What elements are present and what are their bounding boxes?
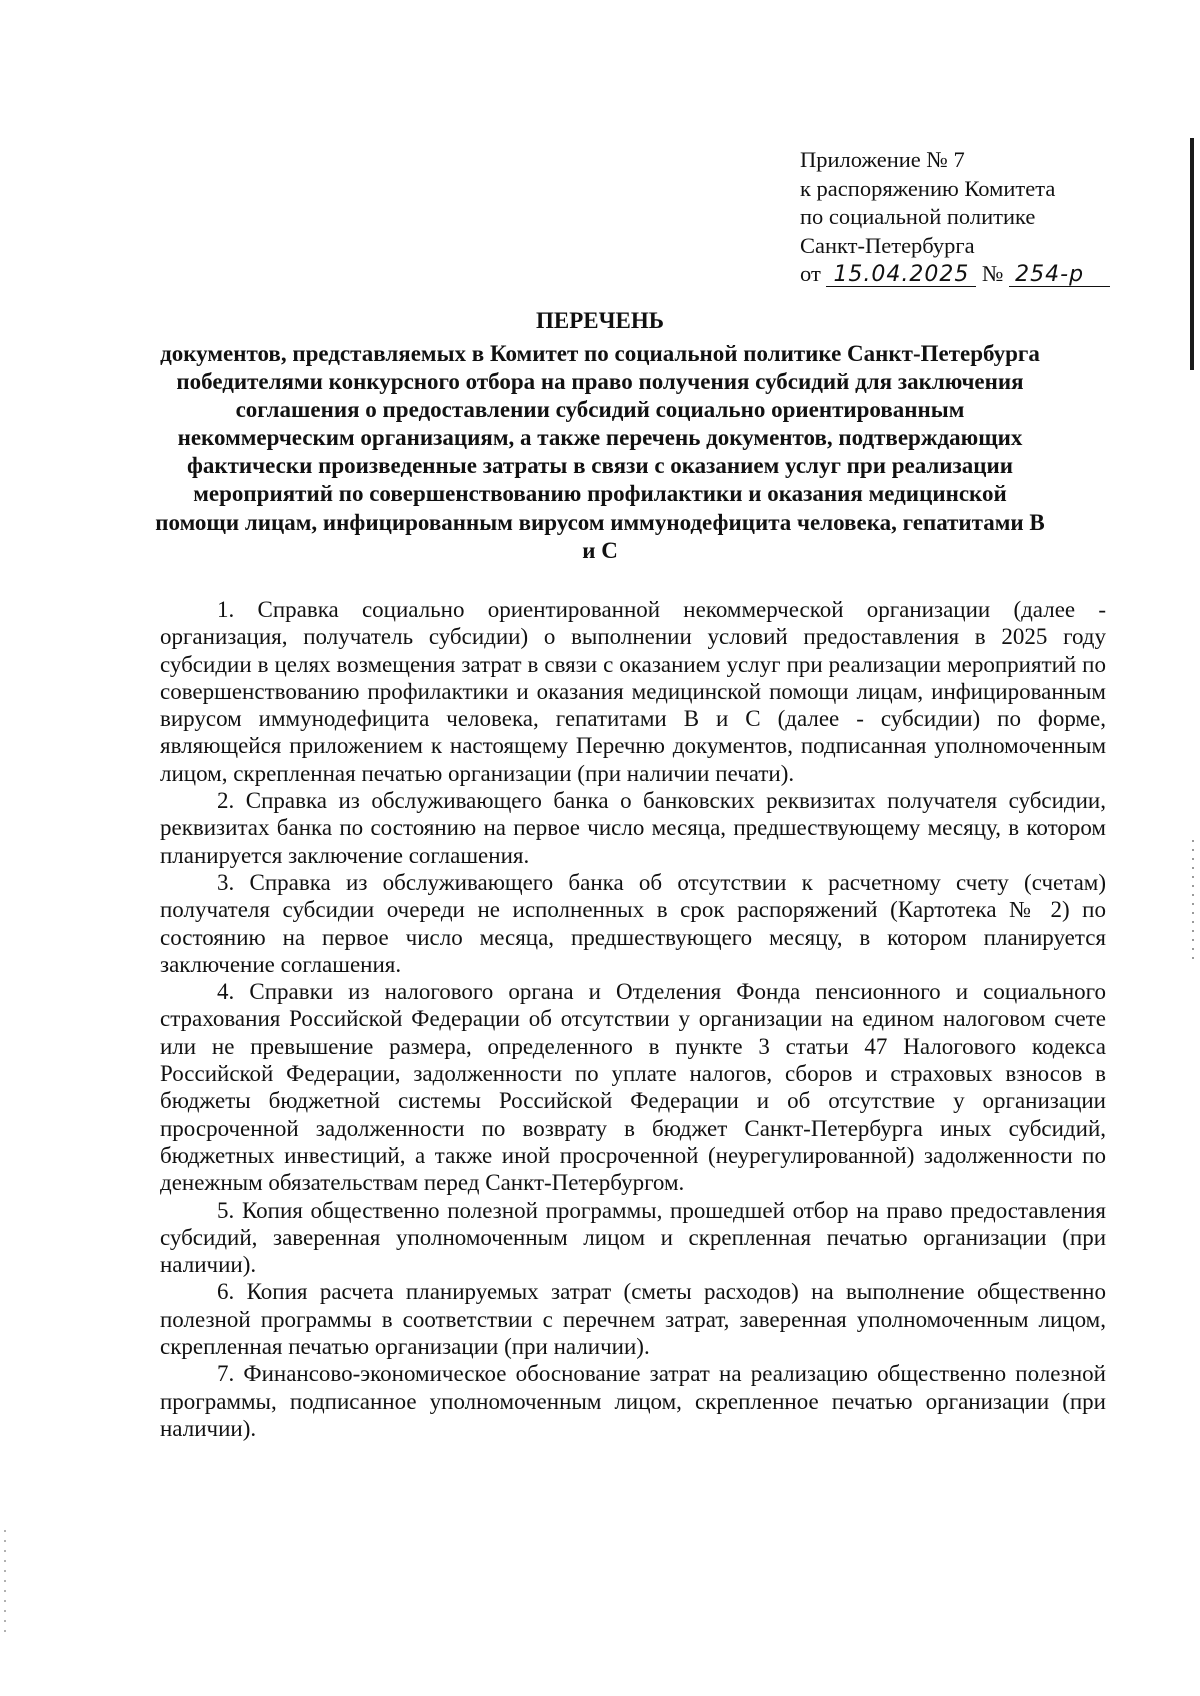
list-item: 2. Справка из обслуживающего банка о банковских реквизитах получателя субсидии, реквизитах банка по состоянию на первое число месяца, предшествующему месяцу, в котором планируется заключение соглашения. [160,788,1106,868]
scan-edge-mark [1190,138,1194,370]
list-item: 3. Справка из обслуживающего банка об отсутствии к расчетному счету (счетам) получателя субсидии очереди не исполненных в срок распоряжений (Картотека № 2) по состоянию на первое число месяца, предшествующего месяцу, в котором планируется заключение соглашения. [160,869,1106,977]
handwritten-number: 254-р [1009,264,1110,287]
list-item: 6. Копия расчета планируемых затрат (сметы расходов) на выполнение общественно полезной программы в соответствии с перечнем затрат, заверенная уполномоченным лицом, скрепленная печатью организации (при наличии). [160,1279,1106,1360]
annex-header [800,146,1130,289]
scan-noise-mark [4,1530,6,1640]
annex-line-1: Приложение № 7 [800,147,965,172]
document-title: ПЕРЕЧЕНЬ [536,308,664,333]
list-item: 7. Финансово-экономическое обоснование затрат на реализацию общественно полезной программы, подписанное уполномоченным лицом, скрепленное печатью организации (при наличии). [160,1361,1106,1441]
list-item: 5. Копия общественно полезной программы, прошедшей отбор на право предоставления субсидий, заверенная уполномоченным лицом и скрепленная печатью организации (при наличии). [160,1197,1106,1278]
annex-number-label: № [982,261,1004,286]
annex-line-2: к распоряжению Комитета [800,175,1056,201]
annex-line-4: Санкт-Петербурга [800,232,975,258]
document-subtitle: документов, представляемых в Комитет по социальной политике Санкт-Петербурга победителями конкурсного отбора на право получения субсидий для заключения соглашения о предоставлении субсидий социально ориентированным некоммерческим организациям, а также перечень документов, подтверждающих фактически произведенные затраты в связи с оказанием услуг при реализации мероприятий по совершенствованию профилактики и оказания медицинской помощи лицам, инфицированным вирусом иммунодефицита человека, гепатитами В и С [155,341,1045,563]
list-item: 1. Справка социально ориентированной некоммерческой организации (далее - организация, получатель субсидии) о выполнении условий предоставления в 2025 году субсидии в целях возмещения затрат в связи с оказанием услуг при реализации мероприятий по совершенствованию профилактики и оказания медицинской помощи лицам, инфицированным вирусом иммунодефицита человека, гепатитами В и С (далее - субсидии) по форме, являющейся приложением к настоящему Перечню документов, подписанная уполномоченным лицом, скрепленная печатью организации (при наличии печати). [160,597,1106,786]
annex-from-label: от [800,261,821,286]
list-item: 4. Справки из налогового органа и Отделения Фонда пенсионного и социального страхования Российской Федерации об отсутствии у организации на едином налоговом счете или не превышение размера, определенного в пункте 3 статьи 47 Налогового кодекса Российской Федерации, задолженности по уплате налогов, сборов и страховых взносов в бюджеты бюджетной системы Российской Федерации и об отсутствие у организации просроченной задолженности по возврату в бюджет Санкт-Петербурга иных субсидий, бюджетных инвестиций, а также иной просроченной (неурегулированной) задолженности по денежным обязательствам перед Санкт-Петербургом. [160,979,1106,1196]
document-body [160,596,1106,1442]
handwritten-date: 15.04.2025 [826,264,976,287]
annex-date-line [800,260,1130,289]
scan-noise-mark [1192,840,1194,960]
annex-line-3: по социальной политике [800,204,1036,229]
